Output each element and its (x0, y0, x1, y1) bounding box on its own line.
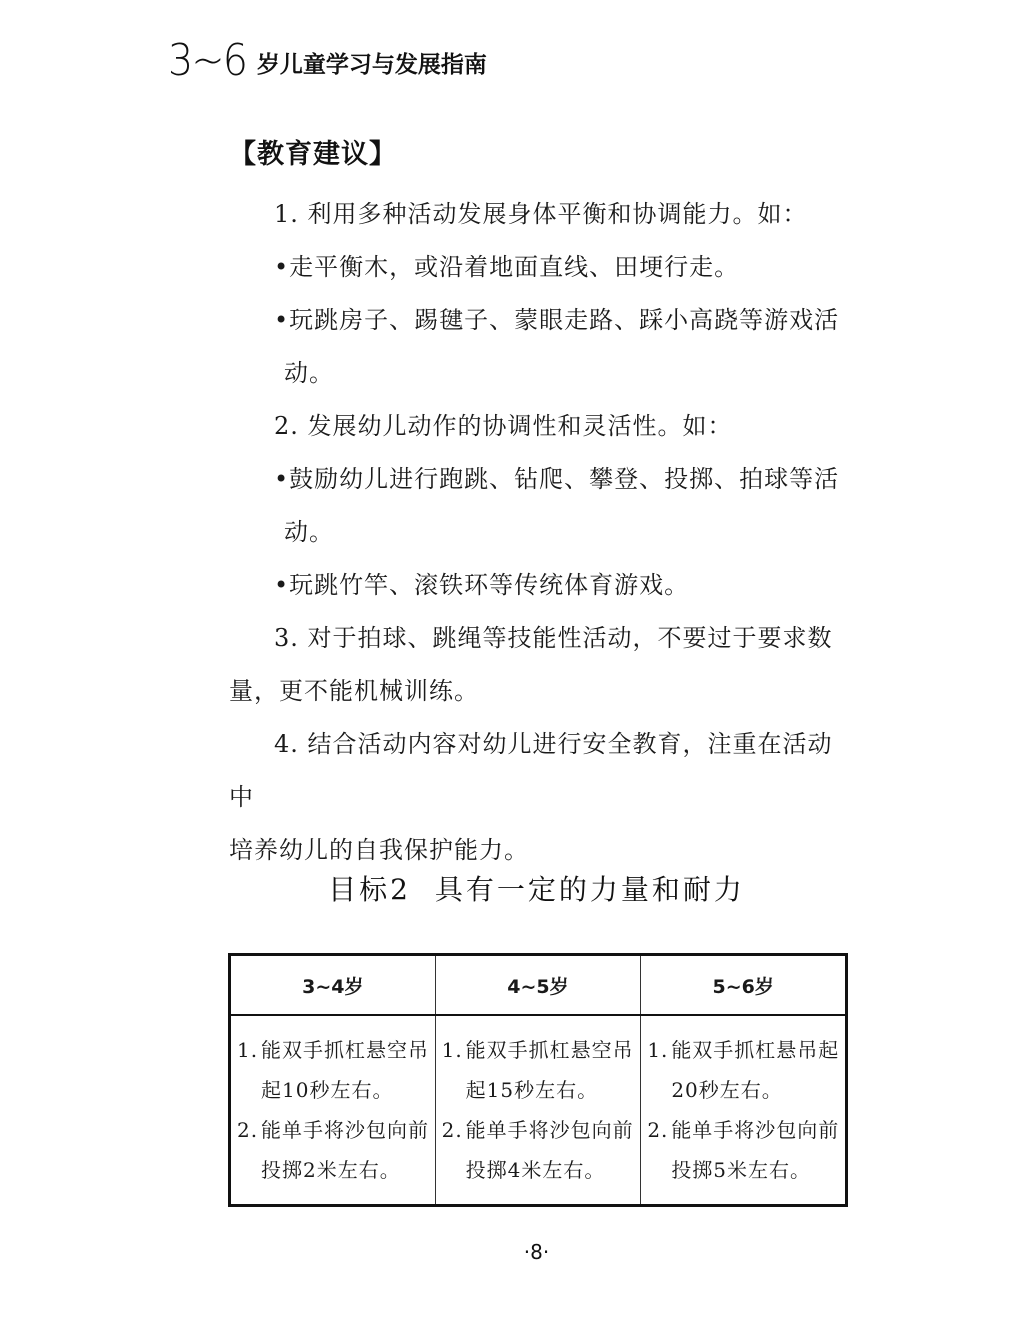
page-number: ·8· (523, 1240, 550, 1264)
table-cell-4-5 (435, 1015, 641, 1206)
goal-item: 1. 能双手抓杠悬空吊 起10秒左右。 (237, 1038, 429, 1102)
goal-item: 1. 能双手抓杠悬吊起 20秒左右。 (647, 1038, 840, 1102)
suggestion-2-bullet-1: •鼓励幼儿进行跑跳、钻爬、攀登、投掷、拍球等活 (274, 465, 840, 493)
goal-text: 具有一定的力量和耐力 (434, 873, 745, 906)
running-header (168, 36, 487, 86)
suggestion-1: 1. 利用多种活动发展身体平衡和协调能力。如： (274, 200, 808, 228)
suggestion-1-bullet-2: •玩跳房子、踢毽子、蒙眼走路、踩小高跷等游戏活 (274, 306, 840, 334)
goal-title (0, 868, 1023, 908)
goal-item: 2. 能单手将沙包向前 投掷5米左右。 (647, 1118, 840, 1182)
goal-item: 2. 能单手将沙包向前 投掷4米左右。 (441, 1118, 634, 1182)
header-title: 岁儿童学习与发展指南 (256, 51, 487, 78)
table-cell-3-4 (230, 1015, 436, 1206)
column-header-3-4: 3~4岁 (230, 955, 436, 1016)
table-cell-5-6 (641, 1015, 847, 1206)
goal-item: 1. 能双手抓杠悬空吊 起15秒左右。 (441, 1038, 634, 1102)
section-heading: 【教育建议】 (229, 139, 397, 170)
suggestion-1-bullet-1: •走平衡木，或沿着地面直线、田埂行走。 (274, 253, 740, 281)
column-header-5-6: 5~6岁 (641, 955, 847, 1016)
suggestion-2: 2. 发展幼儿动作的协调性和灵活性。如： (274, 412, 733, 440)
suggestion-3-continuation: 量，更不能机械训练。 (229, 677, 479, 705)
handwritten-age-logo: 3~6 (168, 35, 247, 86)
table-row (230, 1015, 847, 1206)
goal-item: 2. 能单手将沙包向前 投掷2米左右。 (237, 1118, 429, 1182)
goal-table (228, 953, 848, 1207)
column-header-4-5: 4~5岁 (435, 955, 641, 1016)
suggestion-4: 4. 结合活动内容对幼儿进行安全教育，注重在活动中 (229, 730, 833, 811)
suggestion-1-bullet-2-continuation: 动。 (284, 359, 334, 387)
suggestion-2-bullet-1-continuation: 动。 (284, 518, 334, 546)
suggestion-3: 3. 对于拍球、跳绳等技能性活动，不要过于要求数 (274, 624, 833, 652)
suggestion-2-bullet-2: •玩跳竹竿、滚铁环等传统体育游戏。 (274, 571, 690, 599)
goal-number: 目标2 (328, 873, 411, 906)
suggestions-body (229, 188, 854, 877)
suggestion-4-continuation: 培养幼儿的自我保护能力。 (229, 836, 529, 864)
table-header-row (230, 955, 847, 1016)
